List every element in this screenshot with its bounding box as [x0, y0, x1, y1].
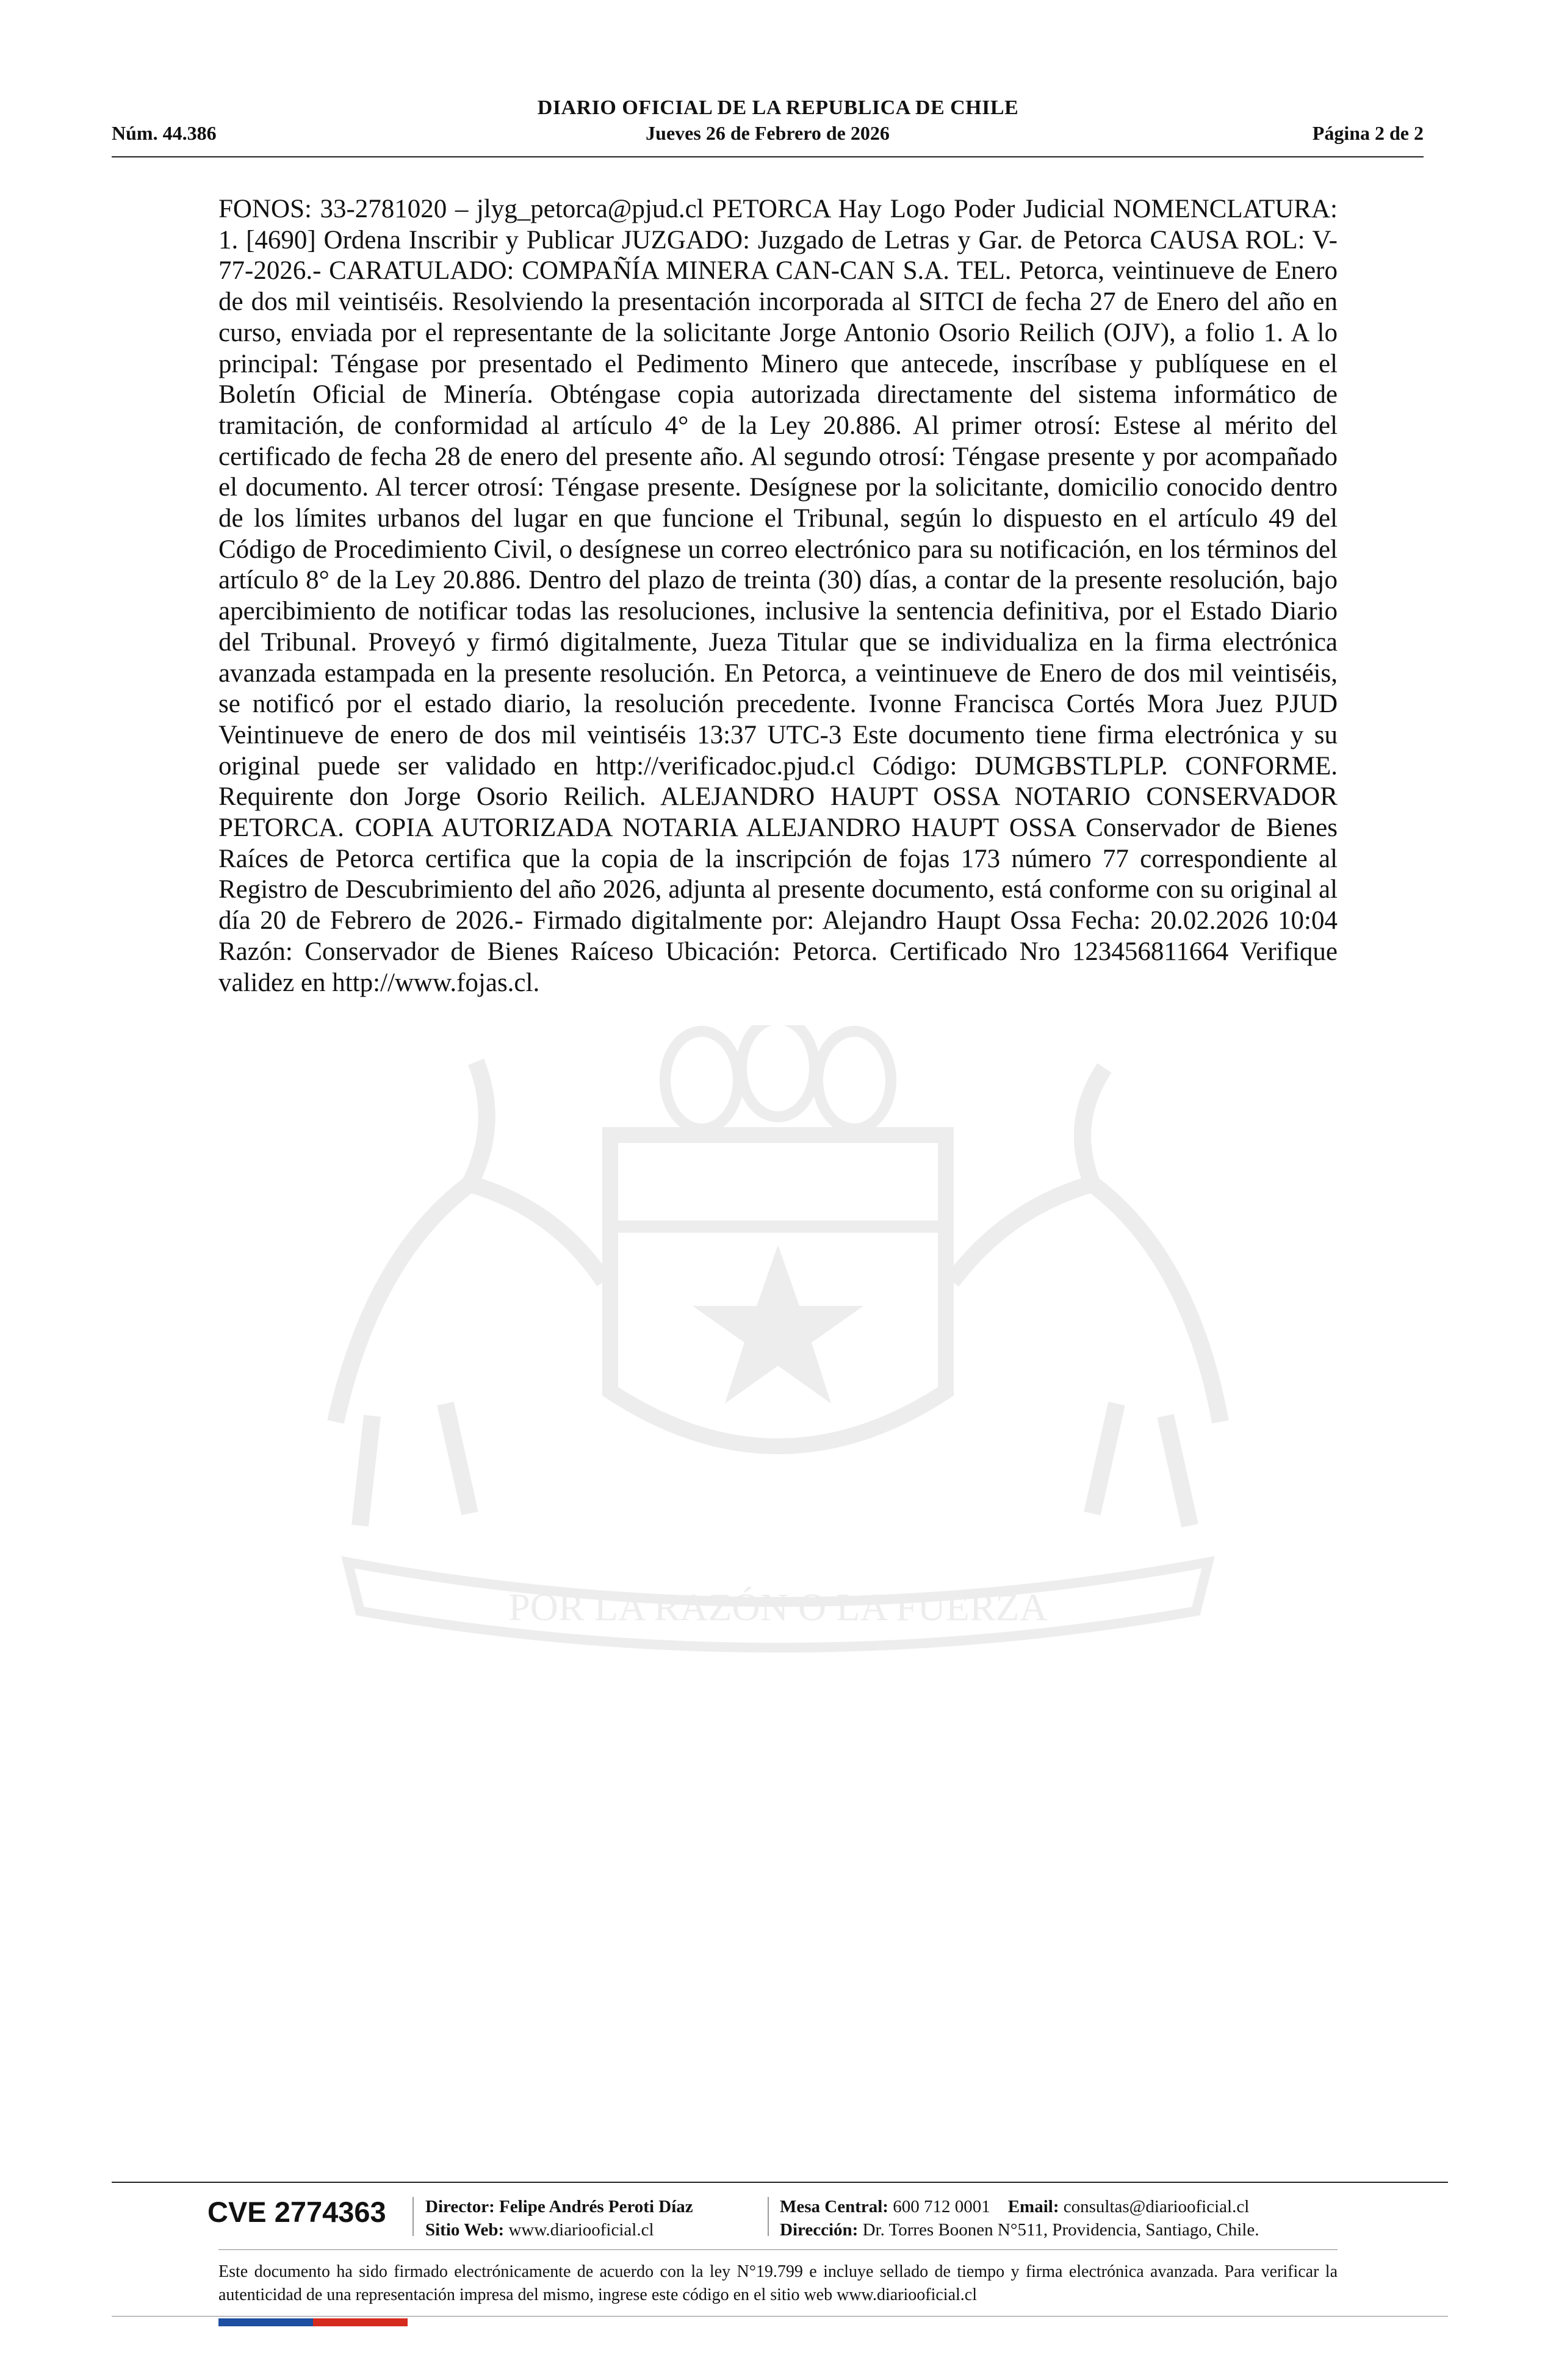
director-name: Felipe Andrés Peroti Díaz [499, 2197, 693, 2216]
coat-of-arms-watermark [214, 1025, 1342, 1666]
footer-bottom-divider [112, 2316, 1448, 2317]
website-label: Sitio Web: [425, 2220, 505, 2240]
website-link[interactable]: www.diariooficial.cl [508, 2220, 654, 2240]
flag-color-bar [218, 2318, 408, 2326]
issue-date: Jueves 26 de Febrero de 2026 [646, 122, 890, 144]
watermark-motto: POR LA RAZÓN O LA FUERZA [508, 1585, 1048, 1629]
phone-label: Mesa Central: [780, 2197, 888, 2216]
page-indicator: Página 2 de 2 [1312, 122, 1424, 144]
address-label: Dirección: [780, 2220, 859, 2240]
cve-code: CVE 2774363 [207, 2196, 386, 2228]
issue-number: Núm. 44.386 [112, 122, 217, 144]
flag-blue-segment [218, 2318, 313, 2326]
legal-notice-text: FONOS: 33-2781020 – jlyg_petorca@pjud.cl PETORCA Hay Logo Poder Judicial NOMENCLATURA: 1. [4690] Ordena Inscribir y Publicar JUZGADO: Juzgado de Letras y Gar. de Petorca CAUSA ROL: V-77-2026.- CARATULADO: COMPAÑÍA MINERA CAN-CAN S.A. TEL. Petorca, veintinueve de Enero de dos mil veintiséis. Resolviendo la presentación incorporada al SITCI de fecha 27 de Enero del año en curso, enviada por el representante de la solicitante Jorge Antonio Osorio Reilich (OJV), a folio 1. A lo principal: Téngase por presentado el Pedimento Minero que antecede, inscríbase y publíquese en el Boletín Oficial de Minería. Obténgase copia autorizada directamente del sistema informático de tramitación, de conformidad al artículo 4° de la Ley 20.886. Al primer otrosí: Estese al mérito del certificado de fecha 28 de enero del presente año. Al segundo otrosí: Téngase presente y por acompañado el documento. Al tercer otrosí: Téngase presente. Desígnese por la solicitante, domicilio conocido dentro de los límites urbanos del lugar en que funcione el Tribunal, según lo dispuesto en el artículo 49 del Código de Procedimiento Civil, o desígnese un correo electrónico para su notificación, en los términos del artículo 8° de la Ley 20.886. Dentro del plazo de treinta (30) días, a contar de la presente resolución, bajo apercibimiento de notificar todas las resoluciones, inclusive la sentencia definitiva, por el Estado Diario del Tribunal. Proveyó y firmó digitalmente, Jueza Titular que se individualiza en la firma electrónica avanzada estampada en la presente resolución. En Petorca, a veintinueve de Enero de dos mil veintiséis, se notificó por el estado diario, la resolución precedente. Ivonne Francisca Cortés Mora Juez PJUD Veintinueve de enero de dos mil veintiséis 13:37 UTC-3 Este documento tiene firma electrónica y su original puede ser validado en http://verificadoc.pjud.cl Código: DUMGBSTLPLP. CONFORME. Requirente don Jorge Osorio Reilich. ALEJANDRO HAUPT OSSA NOTARIO CONSERVADOR PETORCA. COPIA AUTORIZADA NOTARIA ALEJANDRO HAUPT OSSA Conservador de Bienes Raíces de Petorca certifica que la copia de la inscripción de fojas 173 número 77 correspondiente al Registro de Descubrimiento del año 2026, adjunta al presente documento, está conforme con su original al día 20 de Febrero de 2026.- Firmado digitalmente por: Alejandro Haupt Ossa Fecha: 20.02.2026 10:04 Razón: Conservador de Bienes Raíceso Ubicación: Petorca. Certificado Nro 123456811664 Verifique validez en http://www.fojas.cl. [218, 195, 1338, 997]
header-divider [112, 156, 1424, 157]
address-value: Dr. Torres Boonen N°511, Providencia, Santiago, Chile. [862, 2220, 1259, 2240]
footer-top-divider [112, 2182, 1448, 2183]
flag-red-segment [313, 2318, 408, 2326]
email-label: Email: [1007, 2197, 1059, 2216]
footer-separator [412, 2197, 414, 2236]
phone-number: 600 712 0001 [893, 2197, 990, 2216]
footer-separator [768, 2197, 769, 2236]
footer-middle-divider [218, 2249, 1338, 2250]
footer-contact-block [780, 2195, 1259, 2241]
newspaper-title: DIARIO OFICIAL DE LA REPUBLICA DE CHILE [537, 96, 1019, 119]
signature-notice: Este documento ha sido firmado electrónicamente de acuerdo con la ley N°19.799 e incluye sellado de tiempo y firma electrónica avanzada. Para verificar la autenticidad de una representación impresa del mismo, ingrese este código en el sitio web www.diariooficial.cl [218, 2262, 1338, 2304]
email-link[interactable]: consultas@diariooficial.cl [1063, 2197, 1250, 2216]
director-label: Director: [425, 2197, 495, 2216]
footer-director-block [425, 2195, 693, 2241]
